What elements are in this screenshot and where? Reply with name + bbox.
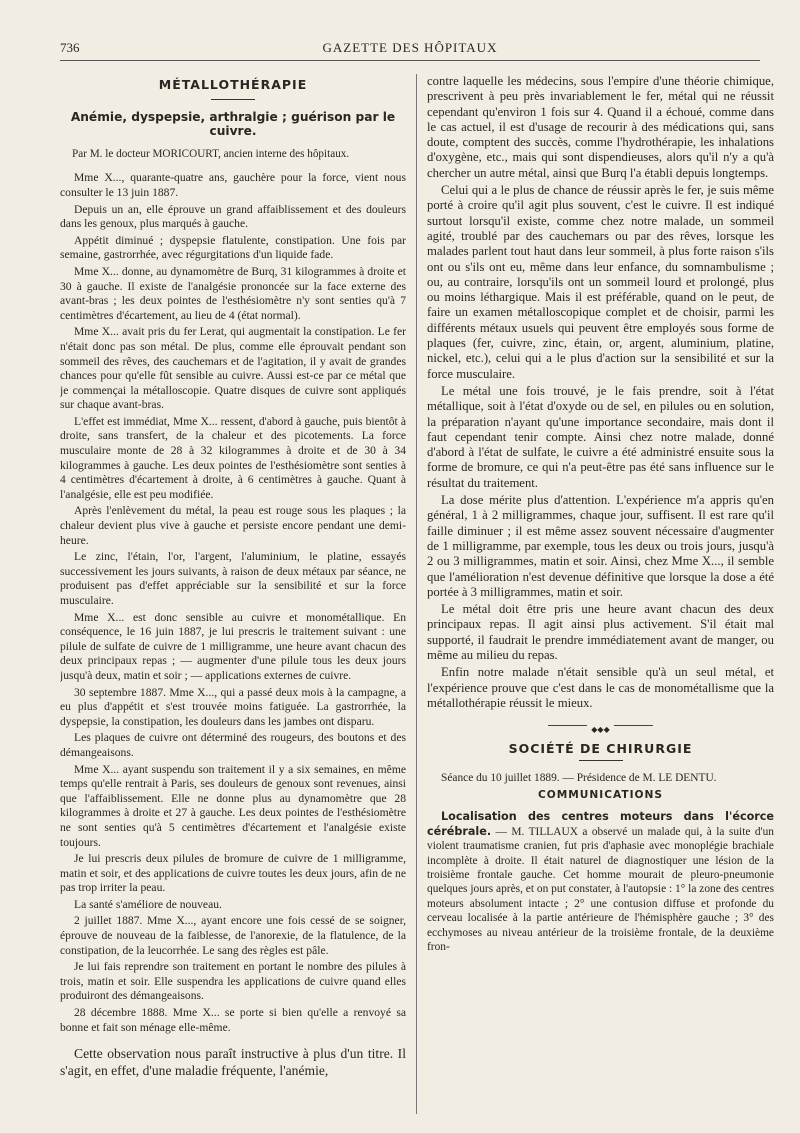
paragraph: La dose mérite plus d'attention. L'expérience m'a appris qu'en général, 1 à 2 milligrammes, chaque jour, suffisent. Il est rare qu'il faille diminuer ; il est même assez souvent nécessaire d'augmenter de 1 milligramme, par exemple, tous les deux ou trois jours, jusqu'à 2 ou 3 milligrammes, matin et soir. Ainsi, chez Mme X..., il semble que l'amélioration n'est devenue définitive que lorsque la dose a été portée à 3 milligrammes, matin et soir. — [427, 493, 774, 599]
paragraph: La santé s'améliore de nouveau. — [74, 897, 222, 911]
paragraph: Mme X... est donc sensible au cuivre et monométallique. En conséquence, le 16 juin 1887, je lui prescris le traitement suivant : une pilule de sulfate de cuivre de 1 milligramme, une heure avant chacun des deux principaux repas ; — augmenter d'une pilule tous les deux jours jusqu'à deux, matin et soir ; — applications externes de cuivre. — [60, 610, 406, 682]
paragraph: 28 décembre 1888. Mme X... se porte si bien qu'elle a renvoyé sa bonne et fait son ménage elle-même. — [60, 1006, 406, 1034]
communications-title: COMMUNICATIONS — [537, 788, 664, 801]
article-subtitle: Anémie, dyspepsie, arthralgie ; guérison par le cuivre. — [70, 109, 396, 139]
paragraph: Enfin notre malade n'était sensible qu'à un seul métal, et l'expérience prouve que c'est dans le cas de monométallisme que la métallothérapie réussit le mieux. — [427, 665, 774, 710]
column-divider — [416, 74, 417, 1114]
left-column — [60, 74, 406, 1124]
ornament-glyph: ◆◆◆ — [587, 725, 613, 734]
paragraph-large: Cette observation nous paraît instructive à plus d'un titre. Il s'agit, en effet, d'une maladie fréquente, l'anémie, — [60, 1046, 406, 1079]
paragraph: Le zinc, l'étain, l'or, l'argent, l'aluminium, le platine, essayés successivement les jours suivants, à raison de deux métaux par séance, ne produisent pas d'effet appréciable sur la sensibilité et sur la force musculaire. — [60, 550, 406, 607]
seance-line: Séance du 10 juillet 1889. — Présidence de M. LE DENTU. — [441, 772, 717, 785]
paragraph: 30 septembre 1887. Mme X..., qui a passé deux mois à la campagne, a eu plus d'appétit et s'est trouvée moins fatiguée. La gastrorrhée, la dyspepsie, la constipation, les douleurs dans les jambes ont disparu. — [60, 685, 406, 728]
paragraph: Mme X... ayant suspendu son traitement il y a six semaines, en même temps qu'elle rentrait à Paris, ses douleurs de genoux sont revenues, ainsi que l'affaiblissement. Elle ne donne plus au dynamomètre que 28 kilogrammes à droite et 27 à gauche. Les deux pointes de l'esthésiomètre ne sont senties qu'à 5 centimètres d'écartement et l'analgésie existe toujours. — [60, 762, 406, 849]
paragraph: Les plaques de cuivre ont déterminé des rougeurs, des boutons et des démangeaisons. — [60, 731, 406, 759]
section-ornament — [427, 721, 774, 735]
page-number: 736 — [60, 40, 80, 55]
communication-lead: Localisation des centres moteurs dans l'écorce cérébrale. — [427, 810, 774, 838]
paragraph: Le métal une fois trouvé, je le fais prendre, soit à l'état métallique, soit à l'état d'oxyde ou de sel, en pilules ou en solution, la préparation n'ayant qu'une importance secondaire, mais dont il faut cependant tenir compte. Ainsi chez notre malade, donné d'abord à l'état de sulfate, le cuivre a été administré ensuite sous la forme de bromure, ce qui n'a peut-être pas été sans influence sur le résultat du traitement. — [427, 383, 774, 490]
page-header — [60, 38, 760, 61]
paragraph: Je lui prescris deux pilules de bromure de cuivre de 1 milligramme, matin et soir, et des applications de cuivre toutes les deux jours, afin de ne pas trop irriter la peau. — [60, 852, 406, 895]
section-title-societe: SOCIÉTÉ DE CHIRURGIE — [508, 741, 693, 757]
paragraph: Mme X..., quarante-quatre ans, gauchère pour la force, vient nous consulter le 13 juin 1887. — [60, 171, 406, 199]
paragraph: L'effet est immédiat, Mme X... ressent, d'abord à gauche, puis bientôt à droite, sans transfert, de la chaleur et des picotements. La force musculaire monte de 28 à 32 kilogrammes à droite et de 30 à 34 kilogrammes à gauche. Les deux pointes de l'esthésiomètre sont senties à 4 centimètres d'écartement à droite, à 6 centimètres à gauche. Quant à l'analgésie, elle est peu modifiée. — [60, 414, 406, 501]
section-title-metallotherapie: MÉTALLOTHÉRAPIE — [158, 77, 308, 92]
right-column — [427, 74, 774, 1124]
paragraph: 2 juillet 1887. Mme X..., ayant encore une fois cessé de se soigner, éprouve de nouveau de la faiblesse, de l'anorexie, de la flatulence, de la constipation, de la leucorrhée. Le sang des règles est pâle. — [60, 914, 406, 957]
title-rule — [211, 99, 255, 100]
communication-text: — M. TILLAUX a observé un malade qui, à la suite d'un violent traumatisme cranien, fut pris d'aphasie avec monoplégie brachiale incomplète à droite. Il était naturel de diagnostiquer une lésion de la troisième frontale gauche. Cet homme mourait de pleuro-pneumonie quelques jours après, et on put constater, à l'autopsie : 1° la zone des centres moteurs absolument intacte ; 2° une contusion diffuse et profonde du cerveau localisée à la partie antérieure de l'hémisphère gauche ; 3° des ecchymoses au niveau antérieur de la troisième frontale, de la deuxième fron- — [427, 825, 774, 953]
running-title: GAZETTE DES HÔPITAUX — [322, 40, 498, 55]
paragraph: Après l'enlèvement du métal, la peau est rouge sous les plaques ; la chaleur devient plus vive à gauche et persiste encore pendant une demi-heure. — [60, 504, 406, 547]
paragraph: Mme X... donne, au dynamomètre de Burq, 31 kilogrammes à droite et 30 à gauche. Il existe de l'analgésie prononcée sur la face externe des avant-bras ; les deux pointes de l'esthésiomètre n'y sont senties qu'à 7 centimètres d'écartement, au lieu de 4 (état normal). — [60, 264, 406, 322]
paragraph: Depuis un an, elle éprouve un grand affaiblissement et des douleurs dans les genoux, plus marqués à gauche. — [60, 202, 406, 231]
paragraph: Je lui fais reprendre son traitement en portant le nombre des pilules à trois, matin et soir. Elle suspendra les applications de cuivre quand elles produiront des démangeaisons. — [60, 960, 406, 1003]
article-byline: Par M. le docteur MORICOURT, ancien interne des hôpitaux. — [72, 147, 350, 160]
paragraph: contre laquelle les médecins, sous l'empire d'une théorie chimique, prescrivent à peu près invariablement le fer, métal qui ne réussit cependant qu'environ 1 fois sur 4. Quand il a échoué, comme dans le cas actuel, il est d'usage de recourir à des médications qui, sans doute, comptent des succès, comme l'hydrothérapie, les inhalations d'oxygène, etc., mais qui sont dispendieuses, alors qu'il n'y a qu'à chercher un autre métal, ainsi que Burq l'a établi depuis longtemps. — [427, 74, 774, 180]
paragraph: Mme X... avait pris du fer Lerat, qui augmentait la constipation. Le fer n'était donc pas son métal. De plus, comme elle éprouvait pendant son sommeil des rêves, des cauchemars et de l'agitation, il y avait de grandes chances pour qu'elle fût sensible au cuivre. Aussi est-ce par ce métal que je commençai la métalloscopie. Quatre disques de cuivre sont appliqués sur chaque avant-bras. — [60, 325, 406, 412]
communication-paragraph — [427, 810, 774, 954]
paragraph: Celui qui a le plus de chance de réussir après le fer, je suis même porté à croire qu'il agit plus souvent, c'est le cuivre. Il est indiqué surtout lorsqu'il existe, comme chez notre malade, un sommeil agité, troublé par des cauchemars ou par des rêves, lorsque les malades parlent tout haut dans leur sommeil, à plus forte raison s'ils ont ou s'ils ont eu, même dans leur enfance, du somnambulisme ; ou, au contraire, lorsqu'ils ont un sommeil lourd et prolongé, plus ou moins léthargique. Mais il est préférable, quand on le peut, de faire un examen métalloscopique complet et de choisir, parmi les différents métaux usuels qui peuvent être employés sous forme de plaques (fer, cuivre, zinc, étain, or, argent, aluminium, platine, nickel, etc.), celui qui a le plus d'action sur la sensibilité et sur la force musculaire. — [427, 183, 774, 381]
paragraph: Appétit diminué ; dyspepsie flatulente, constipation. Une fois par semaine, gastrorrhée, avec régurgitations d'un liquide fade. — [60, 233, 406, 262]
title-rule — [579, 760, 623, 761]
paragraph: Le métal doit être pris une heure avant chacun des deux principaux repas. Il agit ainsi plus activement. S'il était mal supporté, il faudrait le prendre immédiatement avant de manger, ou même au milieu du repas. — [427, 602, 774, 662]
